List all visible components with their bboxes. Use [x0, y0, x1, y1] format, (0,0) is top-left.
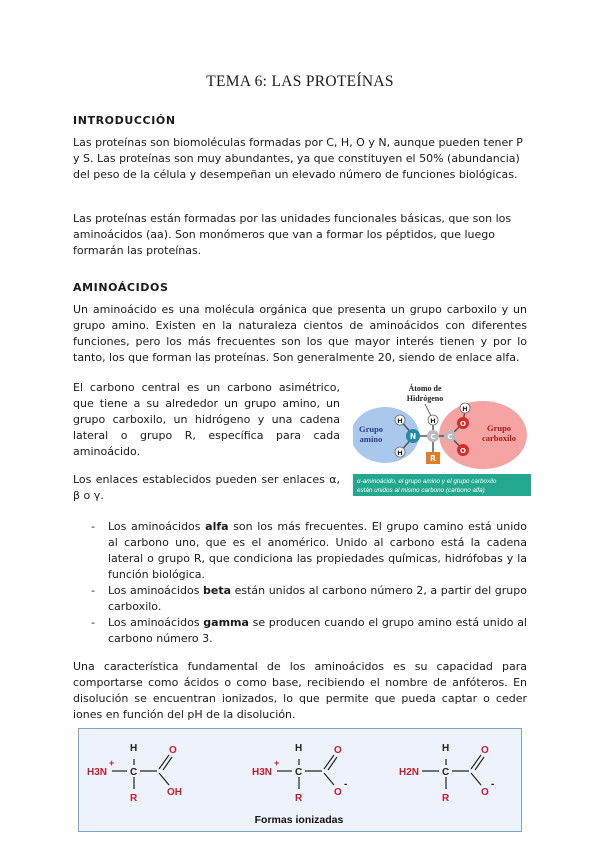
alpha-aminoacid-figure — [353, 380, 531, 500]
ionized-form-cation — [87, 743, 182, 804]
svg-text:H: H — [462, 405, 468, 413]
svg-text:C: C — [447, 433, 453, 441]
svg-text:O: O — [334, 745, 342, 756]
svg-text:-: - — [491, 779, 495, 790]
figure-caption-2: están unidos al mismo carbono (carbono alfa) — [357, 487, 485, 494]
svg-text:+: + — [109, 758, 115, 768]
svg-text:-: - — [344, 779, 348, 790]
svg-text:R: R — [295, 793, 303, 804]
svg-text:OH: OH — [167, 787, 182, 798]
ionized-form-zwitterion — [252, 743, 347, 804]
aminoacidos-heading: AMINOÁCIDOS — [73, 281, 169, 294]
svg-text:C: C — [442, 767, 450, 778]
svg-text:O: O — [460, 447, 466, 455]
intro-heading: INTRODUCCIÓN — [73, 114, 176, 127]
ionized-forms-caption: Formas ionizadas — [254, 814, 344, 826]
anfoteros-paragraph: Una característica fundamental de los aminoácidos es su capacidad para comportarse como ácidos o como base, recibiendo el nombre de anfóteros. En disolución se encuentran ionizados, lo que permite que pueda captar o ceder iones en función del pH de la disolución. — [73, 660, 527, 721]
svg-text:O: O — [169, 745, 177, 756]
svg-text:H: H — [397, 449, 403, 457]
svg-text:H3N: H3N — [252, 767, 273, 778]
list-item: - Los aminoácidos alfa son los más frecuentes. El grupo camino está unido al carbono uno, que es el anomérico. Unido al carbono está la cadena lateral o grupo R, que condiciona las propiedades químicas, hidrófobas y la función biológica. — [91, 519, 527, 583]
svg-text:H: H — [295, 743, 303, 754]
enlaces-paragraph: Los enlaces establecidos pueden ser enlaces α, β o γ. — [73, 473, 340, 502]
svg-text:C: C — [430, 433, 436, 441]
intro-paragraph-1: Las proteínas son biomoléculas formadas por C, H, O y N, aunque pueden tener P y S. Las proteínas son muy abundantes, ya que constituyen el 50% (abundancia) del peso de la célula y desempeñan un elevado número de funciones biológicas. — [73, 136, 523, 181]
svg-text:N: N — [409, 432, 417, 441]
list-item: - Los aminoácidos beta están unidos al carbono número 2, a partir del grupo carboxilo. — [91, 583, 527, 615]
svg-text:C: C — [130, 767, 138, 778]
svg-text:+: + — [274, 758, 280, 768]
hydrogen-atom-label-2: Hidrógeno — [406, 394, 444, 403]
svg-text:H: H — [442, 743, 450, 754]
amino-group-label: Grupo — [358, 424, 384, 434]
svg-text:H: H — [430, 417, 436, 425]
figure-caption: α-aminoácido, el grupo amino y el grupo carboxilo — [357, 478, 497, 485]
hydrogen-atom-label: Átomo de — [408, 384, 442, 393]
ionized-form-anion — [399, 743, 494, 804]
svg-text:C: C — [295, 767, 303, 778]
page-title: TEMA 6: LAS PROTEÍNAS — [206, 73, 394, 90]
aminoacid-types-list — [91, 519, 527, 647]
carboxyl-group-label: Grupo — [486, 423, 512, 433]
amino-group-label-2: amino — [359, 434, 383, 444]
svg-text:R: R — [430, 454, 436, 463]
carbono-central-paragraph: El carbono central es un carbono asimétrico, que tiene a su alrededor un grupo amino, un grupo carboxilo, un hidrógeno y una cadena lateral o grupo R, específica para cada aminoácido. — [73, 381, 340, 458]
svg-text:R: R — [130, 793, 138, 804]
svg-text:R: R — [442, 793, 450, 804]
ionized-forms-figure — [78, 728, 522, 832]
svg-text:O: O — [481, 787, 489, 798]
intro-paragraph-2: Las proteínas están formadas por las unidades funcionales básicas, que son los aminoácidos (aa). Son monómeros que van a formar los péptidos, que luego formarán las proteínas. — [73, 212, 512, 257]
svg-text:H2N: H2N — [399, 767, 420, 778]
svg-text:H3N: H3N — [87, 767, 108, 778]
svg-text:H: H — [130, 743, 138, 754]
list-item: - Los aminoácidos gamma se producen cuando el grupo amino está unido al carbono número 3. — [91, 615, 527, 647]
carboxyl-group-label-2: carboxilo — [482, 433, 516, 443]
svg-text:O: O — [334, 787, 342, 798]
svg-text:O: O — [481, 745, 489, 756]
svg-text:O: O — [460, 420, 466, 428]
aminoacidos-paragraph-1: Un aminoácido es una molécula orgánica que presenta un grupo carboxilo y un grupo amino. Existen en la naturaleza cientos de aminoácidos con diferentes funciones, pero los más frecuentes son los que mayor interés tienen y por lo tanto, los que forman las proteínas. Son generalmente 20, siendo de enlace alfa. — [73, 303, 527, 364]
svg-text:H: H — [397, 417, 403, 425]
